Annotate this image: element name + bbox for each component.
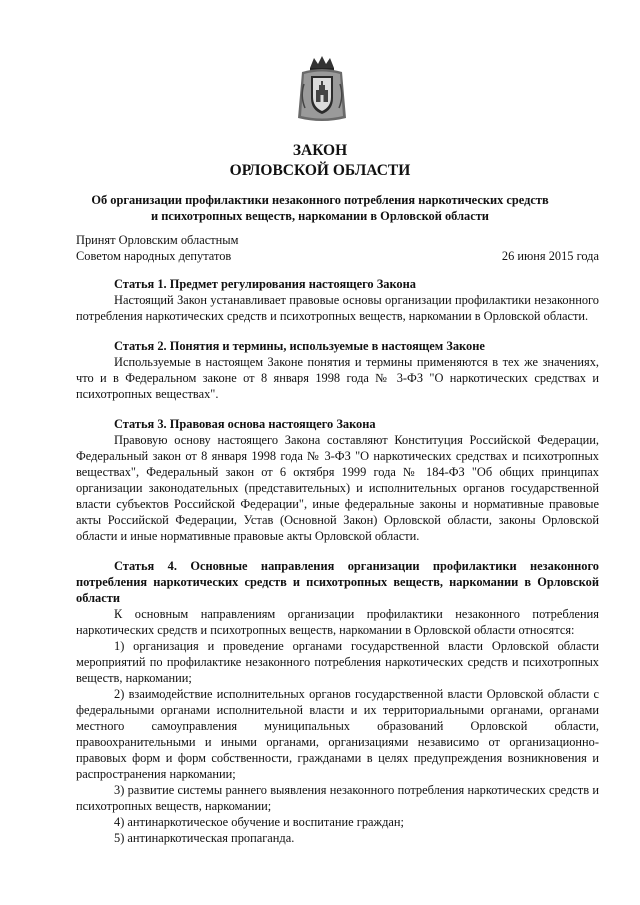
coat-of-arms-icon <box>296 54 348 124</box>
article-4-item-4: 4) антинаркотическое обучение и воспитание граждан; <box>114 815 404 829</box>
adopted-by <box>76 232 376 264</box>
article-1-title: Статья 1. Предмет регулирования настоящего Закона <box>114 277 416 291</box>
law-title-line2: ОРЛОВСКОЙ ОБЛАСТИ <box>229 162 411 179</box>
article-2-paragraph: Используемые в настоящем Законе понятия и термины применяются в тех же значениях, что и в Федеральном законе от 8 января 1998 года № 3-ФЗ "О наркотических средствах и психотропных веществах". <box>76 355 599 401</box>
law-title-line1: ЗАКОН <box>292 142 348 159</box>
law-body <box>76 276 599 846</box>
adopted-by-line1: Принят Орловским областным <box>76 233 239 247</box>
article-3-title: Статья 3. Правовая основа настоящего Закона <box>114 417 376 431</box>
law-title <box>0 141 640 181</box>
article-4-item-3: 3) развитие системы раннего выявления незаконного потребления наркотических средств и психотропных веществ, наркомании; <box>76 783 599 813</box>
article-4-item-2: 2) взаимодействие исполнительных органов государственной власти Орловской области с федеральными органами исполнительной власти и их территориальными органами, органами местного самоуправления муниципальных образований Орловской области, правоохранительными и иными органами, организациями независимо от организационно-правовых форм и форм собственности, гражданами в целях предупреждения возникновения и распространения наркомании; <box>76 687 599 781</box>
article-4-item-1: 1) организация и проведение органами государственной власти Орловской области мероприятий по профилактике незаконного потребления наркотических средств и психотропных веществ, наркомании; <box>76 639 599 685</box>
article-2-title: Статья 2. Понятия и термины, используемые в настоящем Законе <box>114 339 485 353</box>
law-subject: Об организации профилактики незаконного потребления наркотических средств и психотропных веществ, наркомании в Орловской области <box>91 193 549 223</box>
adoption-date: 26 июня 2015 года <box>501 249 599 263</box>
article-4-item-5: 5) антинаркотическая пропаганда. <box>114 831 295 845</box>
adopted-by-line2: Советом народных депутатов <box>76 249 232 263</box>
article-1-paragraph: Настоящий Закон устанавливает правовые основы организации профилактики незаконного потребления наркотических средств и психотропных веществ, наркомании в Орловской области. <box>76 293 599 323</box>
article-4-intro: К основным направлениям организации профилактики незаконного потребления наркотических средств и психотропных веществ, наркомании в Орловской области относятся: <box>76 607 599 637</box>
article-4-title: Статья 4. Основные направления организации профилактики незаконного потребления наркотических средств и психотропных веществ, наркомании в Орловской области <box>76 559 599 605</box>
article-3-paragraph: Правовую основу настоящего Закона составляют Конституция Российской Федерации, Федеральный закон от 8 января 1998 года № 3-ФЗ "О наркотических средствах и психотропных веществах", Федеральный закон от 6 октября 1999 года № 184-ФЗ "Об общих принципах организации законодательных (представительных) и исполнительных органов государственной власти субъектов Российской Федерации", иные федеральные законы и нормативные правовые акты Российской Федерации, Устав (Основной Закон) Орловской области, законы Орловской области и иные нормативные правовые акты Орловской области. <box>76 433 599 543</box>
